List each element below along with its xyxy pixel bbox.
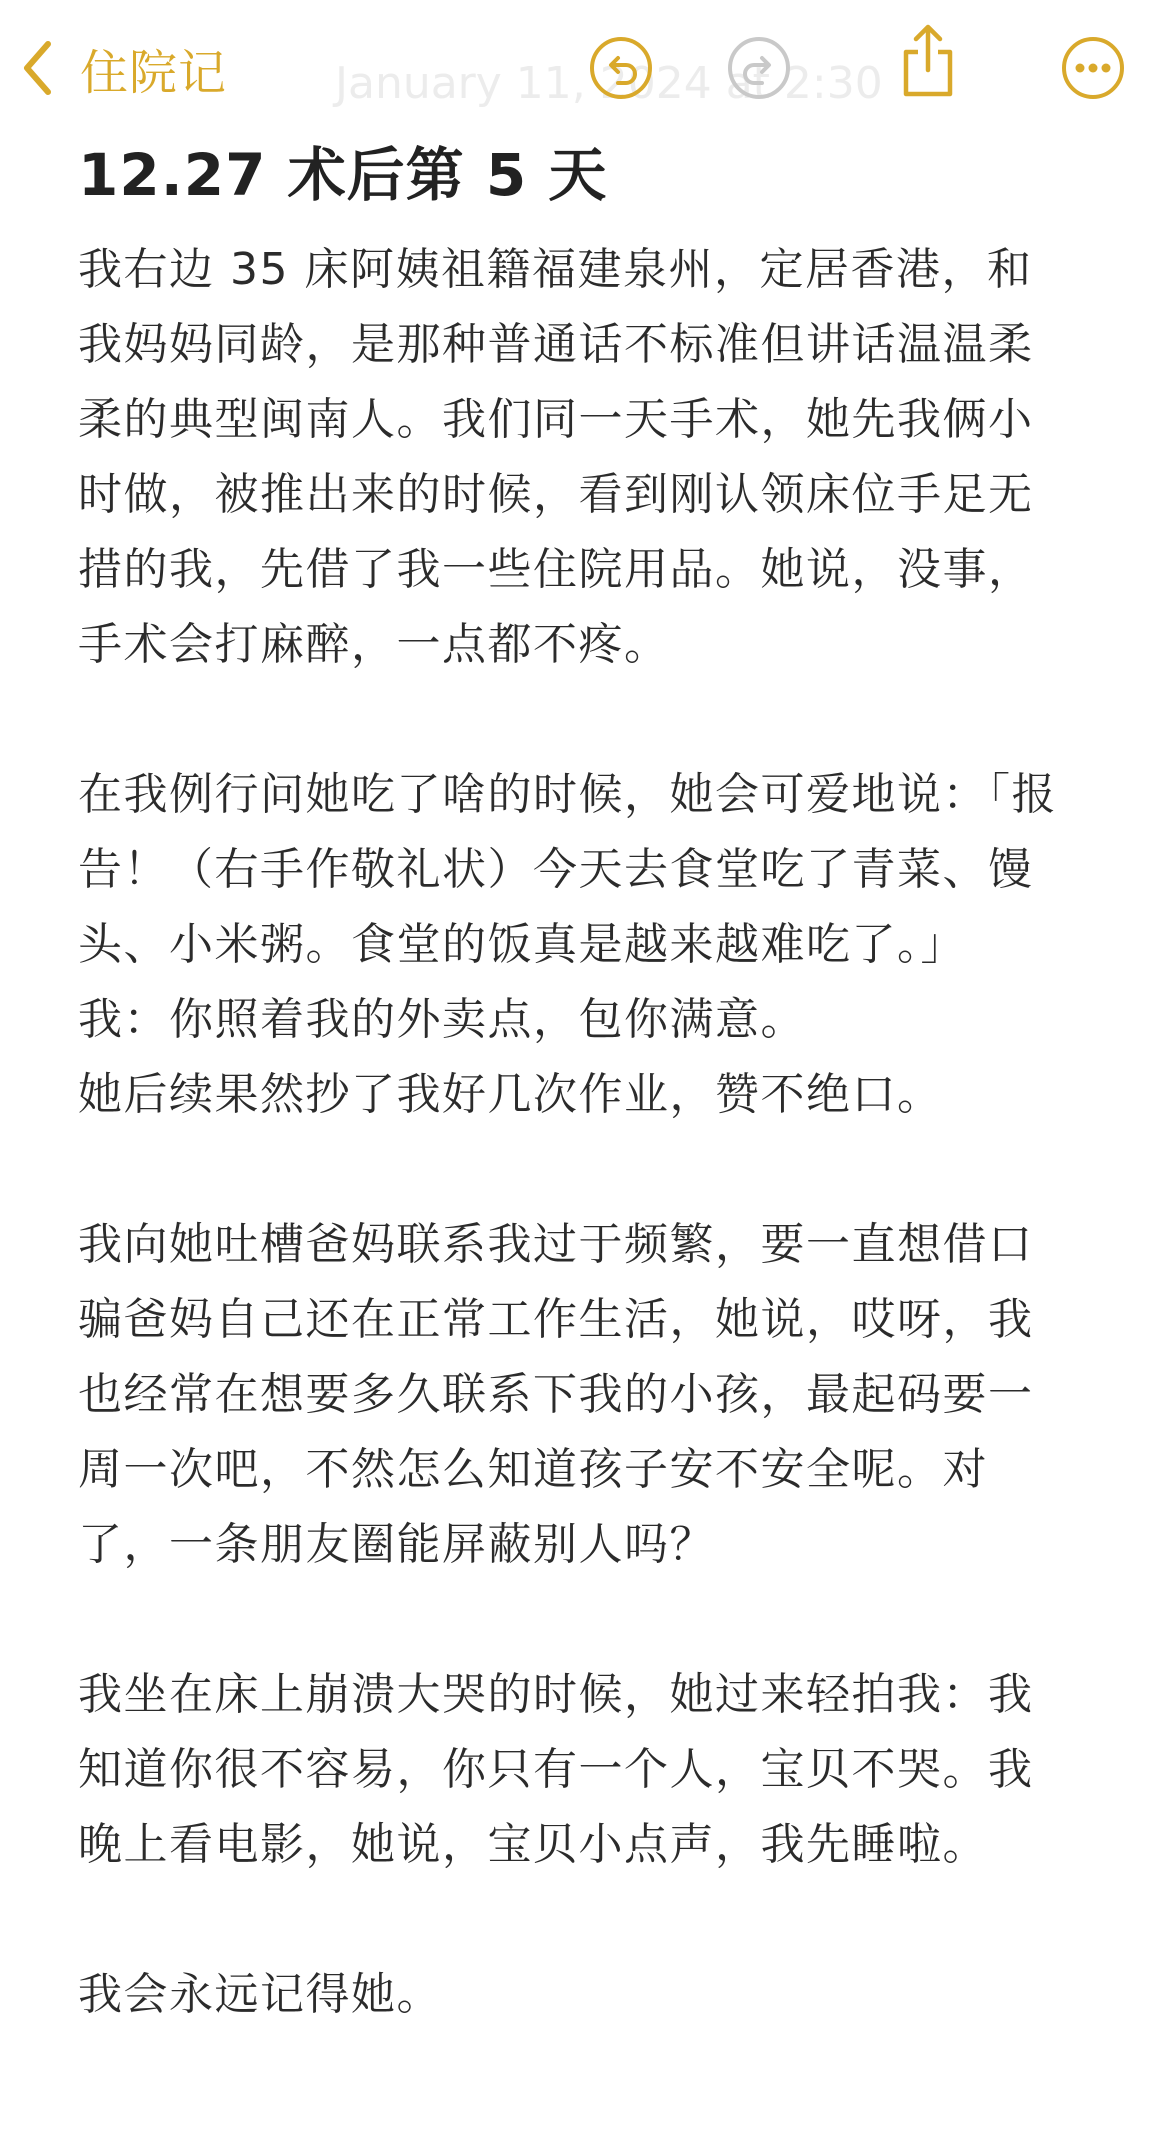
- note-paragraph-4: [78, 1657, 1098, 1882]
- note-line: 我右边 35 床阿姨祖籍福建泉州，定居香港，和: [78, 244, 1033, 295]
- back-button[interactable]: [22, 36, 227, 100]
- note-body[interactable]: [78, 232, 1098, 2107]
- navigation-bar: [0, 0, 1157, 140]
- note-line: 措的我，先借了我一些住院用品。她说，没事，: [78, 544, 1034, 595]
- note-line: 知道你很不容易，你只有一个人，宝贝不哭。我: [78, 1744, 1034, 1795]
- note-line: 也经常在想要多久联系下我的小孩，最起码要一: [78, 1369, 1034, 1420]
- note-line: 手术会打麻醉，一点都不疼。: [78, 619, 670, 670]
- note-line: 我坐在床上崩溃大哭的时候，她过来轻拍我：我: [78, 1669, 1034, 1720]
- note-line: 在我例行问她吃了啥的时候，她会可爱地说：「报: [78, 769, 1057, 820]
- note-line: 告！（右手作敬礼状）今天去食堂吃了青菜、馒: [78, 844, 1034, 895]
- undo-button[interactable]: [588, 35, 654, 101]
- note-line: 我向她吐槽爸妈联系我过于频繁，要一直想借口: [78, 1219, 1034, 1270]
- note-line: 晚上看电影，她说，宝贝小点声，我先睡啦。: [78, 1819, 988, 1870]
- note-paragraph-1: [78, 232, 1098, 682]
- share-icon: [898, 22, 958, 100]
- more-icon: [1060, 35, 1126, 101]
- note-title[interactable]: 12.27 术后第 5 天: [78, 141, 608, 209]
- note-line: 头、小米粥。食堂的饭真是越来越难吃了。」: [78, 919, 966, 970]
- note-line: 柔的典型闽南人。我们同一天手术，她先我俩小: [78, 394, 1034, 445]
- back-label: 住院记: [80, 44, 228, 101]
- note-line: 时做，被推出来的时候，看到刚认领床位手足无: [78, 469, 1034, 520]
- undo-icon: [588, 35, 654, 101]
- more-button[interactable]: [1060, 35, 1126, 101]
- chevron-left-icon: [22, 40, 52, 96]
- note-line: 我会永远记得她。: [78, 1969, 442, 2020]
- note-line: 我：你照着我的外卖点，包你满意。: [78, 994, 806, 1045]
- note-line: 骗爸妈自己还在正常工作生活，她说，哎呀，我: [78, 1294, 1034, 1345]
- note-paragraph-5: [78, 1957, 1098, 2032]
- note-line: 了，一条朋友圈能屏蔽别人吗？: [78, 1519, 715, 1570]
- share-button[interactable]: [895, 28, 961, 94]
- note-paragraph-2: [78, 757, 1098, 1132]
- note-line: 她后续果然抄了我好几次作业，赞不绝口。: [78, 1069, 943, 1120]
- redo-icon: [726, 35, 792, 101]
- redo-button[interactable]: [726, 35, 792, 101]
- faded-date: January 11, 2024 at 2:30: [335, 58, 883, 109]
- note-line: 周一次吧，不然怎么知道孩子安不安全呢。对: [78, 1444, 988, 1495]
- note-line: 我妈妈同龄，是那种普通话不标准但讲话温温柔: [78, 319, 1034, 370]
- note-paragraph-3: [78, 1207, 1098, 1582]
